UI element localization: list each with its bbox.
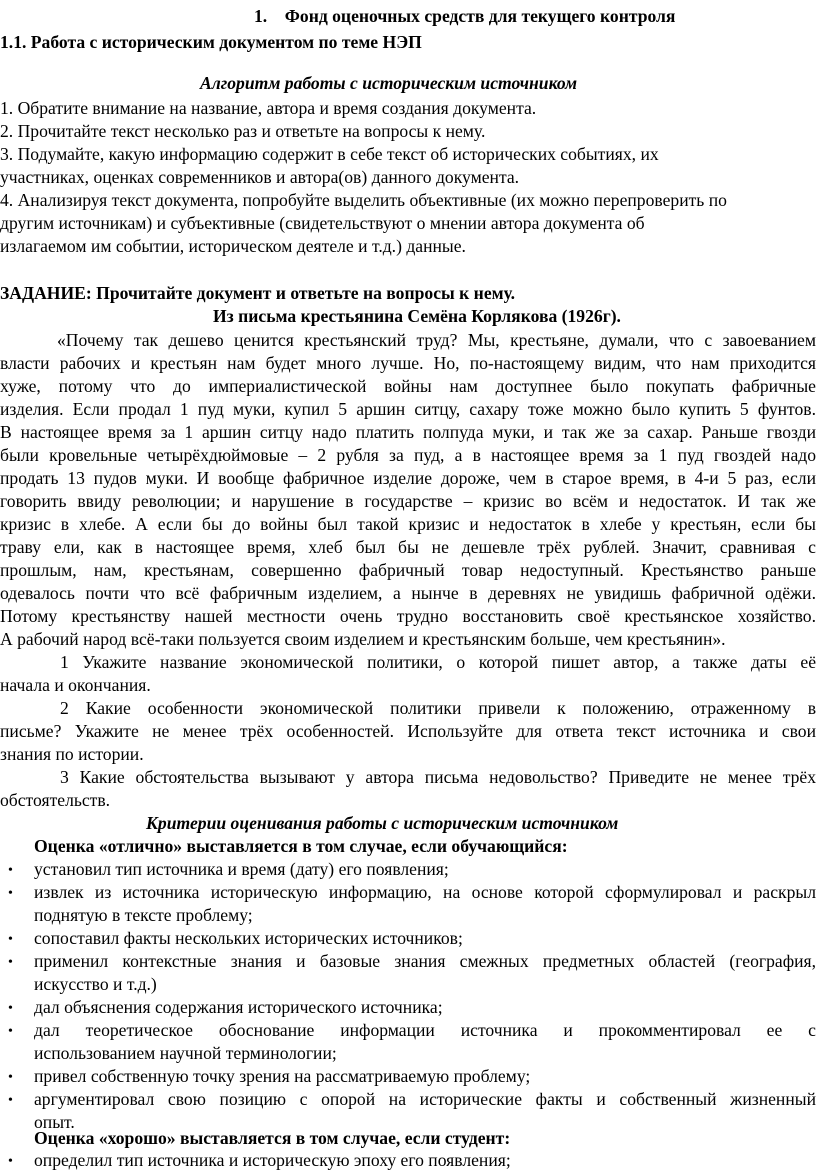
letter-line: прошлым, нам, крестьянам, совершенно фабричный товар недоступный. Крестьянство раньше bbox=[0, 560, 816, 580]
criteria-item: дал теоретическое обоснование информации источника и прокомментировал ее с bbox=[34, 1020, 816, 1040]
letter-line: власти рабочих и крестьян нам будет много лучше. Но, по-настоящему видим, что нам приходится bbox=[0, 353, 816, 373]
bullet-icon: • bbox=[8, 1093, 13, 1108]
algorithm-line: излагаемом им событии, историческом деятеле и т.д.) данные. bbox=[0, 236, 466, 256]
bullet-icon: • bbox=[8, 1154, 13, 1169]
question-line: 3 Какие обстоятельства вызывают у автора письма недовольство? Приведите не менее трёх bbox=[60, 767, 816, 787]
letter-line: «Почему так дешево ценится крестьянский труд? Мы, крестьяне, думали, что с завоеванием bbox=[57, 330, 816, 350]
algorithm-line: участниках, оценках современников и автора(ов) данного документа. bbox=[0, 167, 520, 187]
algorithm-line: другим источникам) и субъективные (свидетельствуют о мнении автора документа об bbox=[0, 213, 645, 233]
letter-line: говорить ввиду революции; и нарушение в государстве – кризис во всём и недостаток. И так же bbox=[0, 491, 816, 511]
letter-line: А рабочий народ всё-таки пользуется своим изделием и крестьянским больше, чем крестьянин». bbox=[0, 629, 726, 649]
question-line: 2 Какие особенности экономической политики привели к положению, отраженному в bbox=[60, 698, 816, 718]
criteria-item: опыт. bbox=[34, 1112, 75, 1132]
criteria-item: поднятую в тексте проблему; bbox=[34, 905, 253, 925]
letter-line: В настоящее время за 1 аршин ситцу надо платить полпуда муки, и так же за сахар. Раньше гвозди bbox=[0, 422, 816, 442]
letter-line: одевалось почти что всё фабричным изделием, а нынче в деревнях не увидишь фабричной одёжи. bbox=[0, 583, 816, 603]
criteria-item: привел собственную точку зрения на рассматриваемую проблему; bbox=[34, 1066, 531, 1086]
criteria-item: сопоставил факты нескольких исторических источников; bbox=[34, 928, 463, 948]
letter-line: Потому крестьянству нашей местности очень трудно восстановить своё крестьянское хозяйство. bbox=[0, 606, 816, 626]
bullet-icon: • bbox=[8, 1070, 13, 1085]
criteria-item: искусство и т.д.) bbox=[34, 974, 157, 994]
algorithm-line: 1. Обратите внимание на название, автора и время создания документа. bbox=[0, 98, 537, 118]
criteria-title: Критерии оценивания работы с историческим источником bbox=[146, 813, 619, 833]
good-title: Оценка «хорошо» выставляется в том случае, если студент: bbox=[34, 1128, 511, 1148]
criteria-item: применил контекстные знания и базовые знания смежных предметных областей (география, bbox=[34, 951, 816, 971]
bullet-icon: • bbox=[8, 886, 13, 901]
bullet-icon: • bbox=[8, 1024, 13, 1039]
bullet-icon: • bbox=[8, 932, 13, 947]
criteria-item: определил тип источника и историческую эпоху его появления; bbox=[34, 1150, 511, 1170]
letter-line: изделия. Если продал 1 пуд муки, купил 5 аршин ситцу, сахару тоже можно было купить 5 фунтов. bbox=[0, 399, 816, 419]
question-line: знания по истории. bbox=[0, 744, 144, 764]
letter-title: Из письма крестьянина Семёна Корлякова (1926г). bbox=[213, 306, 621, 326]
question-line: обстоятельств. bbox=[0, 790, 111, 810]
question-line: письме? Укажите не менее трёх особенностей. Используйте для ответа текст источника и свои bbox=[0, 721, 816, 741]
question-line: 1 Укажите название экономической политики, о которой пишет автор, а также даты её bbox=[60, 652, 816, 672]
criteria-item: извлек из источника историческую информацию, на основе которой сформулировал и раскрыл bbox=[34, 882, 816, 902]
bullet-icon: • bbox=[8, 1001, 13, 1016]
criteria-item: установил тип источника и время (дату) его появления; bbox=[34, 859, 449, 879]
letter-line: траву ели, как в настоящее время, хлеб был бы не дешевле трёх рублей. Значит, сравнивая с bbox=[0, 537, 816, 557]
letter-line: хуже, потому что до империалистической войны нам доступнее было покупать фабричные bbox=[0, 376, 816, 396]
bullet-icon: • bbox=[8, 863, 13, 878]
task-title: ЗАДАНИЕ: Прочитайте документ и ответьте на вопросы к нему. bbox=[0, 283, 516, 303]
algorithm-line: 3. Подумайте, какую информацию содержит в себе текст об исторических событиях, их bbox=[0, 144, 659, 164]
algorithm-line: 4. Анализируя текст документа, попробуйте выделить объективные (их можно перепроверить по bbox=[0, 190, 727, 210]
letter-line: были кровельные четырёхдюймовые – 2 рубля за пуд, а в настоящее время за 1 пуд гвоздей надо bbox=[0, 445, 816, 465]
excellent-title: Оценка «отлично» выставляется в том случае, если обучающийся: bbox=[34, 836, 568, 856]
algorithm-title: Алгоритм работы с историческим источником bbox=[200, 73, 578, 93]
section-heading: 1. Фонд оценочных средств для текущего контроля bbox=[254, 6, 676, 26]
criteria-item: дал объяснения содержания исторического источника; bbox=[34, 997, 443, 1017]
criteria-item: использованием научной терминологии; bbox=[34, 1043, 337, 1063]
criteria-item: аргументировал свою позицию с опорой на исторические факты и собственный жизненный bbox=[34, 1089, 816, 1109]
algorithm-line: 2. Прочитайте текст несколько раз и ответьте на вопросы к нему. bbox=[0, 121, 486, 141]
bullet-icon: • bbox=[8, 955, 13, 970]
subsection-heading: 1.1. Работа с историческим документом по теме НЭП bbox=[0, 32, 422, 52]
letter-line: продать 13 пудов муки. И вообще фабричное изделие дороже, чем в старое время, в 4-и 5 раз, если bbox=[0, 468, 816, 488]
question-line: начала и окончания. bbox=[0, 675, 151, 695]
letter-line: кризис в хлебе. А если бы до войны был такой кризис и недостаток в хлебе у крестьян, если бы bbox=[0, 514, 816, 534]
